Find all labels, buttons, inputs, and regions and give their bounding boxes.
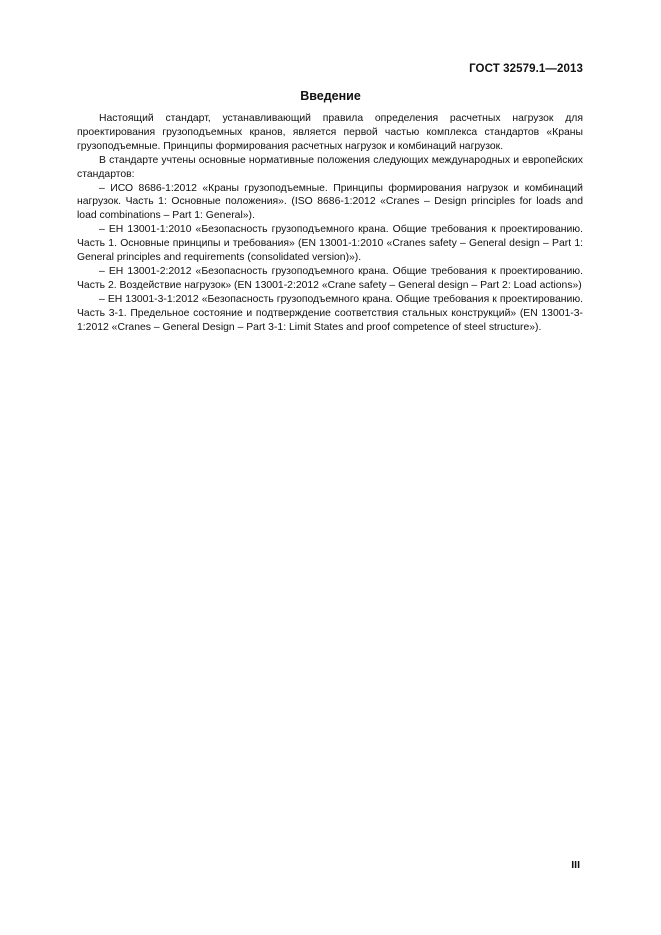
list-item-iso-8686: – ИСО 8686-1:2012 «Краны грузоподъемные. Принципы формирования нагрузок и комбинаций нагрузок. Часть 1: Основные положения». (ISO 8686-1:2012 «Cranes – Design principles for loads and load combinations – Part 1: General»). (77, 182, 583, 222)
list-item-en-13001-3-1: – ЕН 13001-3-1:2012 «Безопасность грузоподъемного крана. Общие требования к проектированию. Часть 3-1. Предельное состояние и подтверждение соответствия стальных конструкций» (EN 13001-3-1:2012 «Cranes – General Design – Part 3-1: Limit States and proof competence of steel structure»). (77, 293, 583, 333)
list-item-en-13001-2: – ЕН 13001-2:2012 «Безопасность грузоподъемного крана. Общие требования к проектированию. Часть 2. Воздействие нагрузок» (EN 13001-2:2012 «Crane safety – General design – Part 2: Load actions») (77, 265, 583, 291)
document-code: ГОСТ 32579.1—2013 (469, 63, 583, 75)
document-body (77, 112, 583, 335)
list-item-en-13001-1: – ЕН 13001-1:2010 «Безопасность грузоподъемного крана. Общие требования к проектированию. Часть 1. Основные принципы и требования» (EN 13001-1:2010 «Cranes safety – General design – Part 1: General principles and requirements (consolidated version)»). (77, 224, 583, 264)
page-title: Введение (300, 89, 361, 103)
page-number: III (571, 859, 580, 871)
paragraph-standards-lead: В стандарте учтены основные нормативные положения следующих международных и европейских стандартов: (77, 154, 583, 180)
paragraph-intro: Настоящий стандарт, устанавливающий правила определения расчетных нагрузок для проектирования грузоподъемных кранов, является первой частью комплекса стандартов «Краны грузоподъемные. Принципы формирования расчетных нагрузок и комбинаций нагрузок. (77, 113, 583, 152)
